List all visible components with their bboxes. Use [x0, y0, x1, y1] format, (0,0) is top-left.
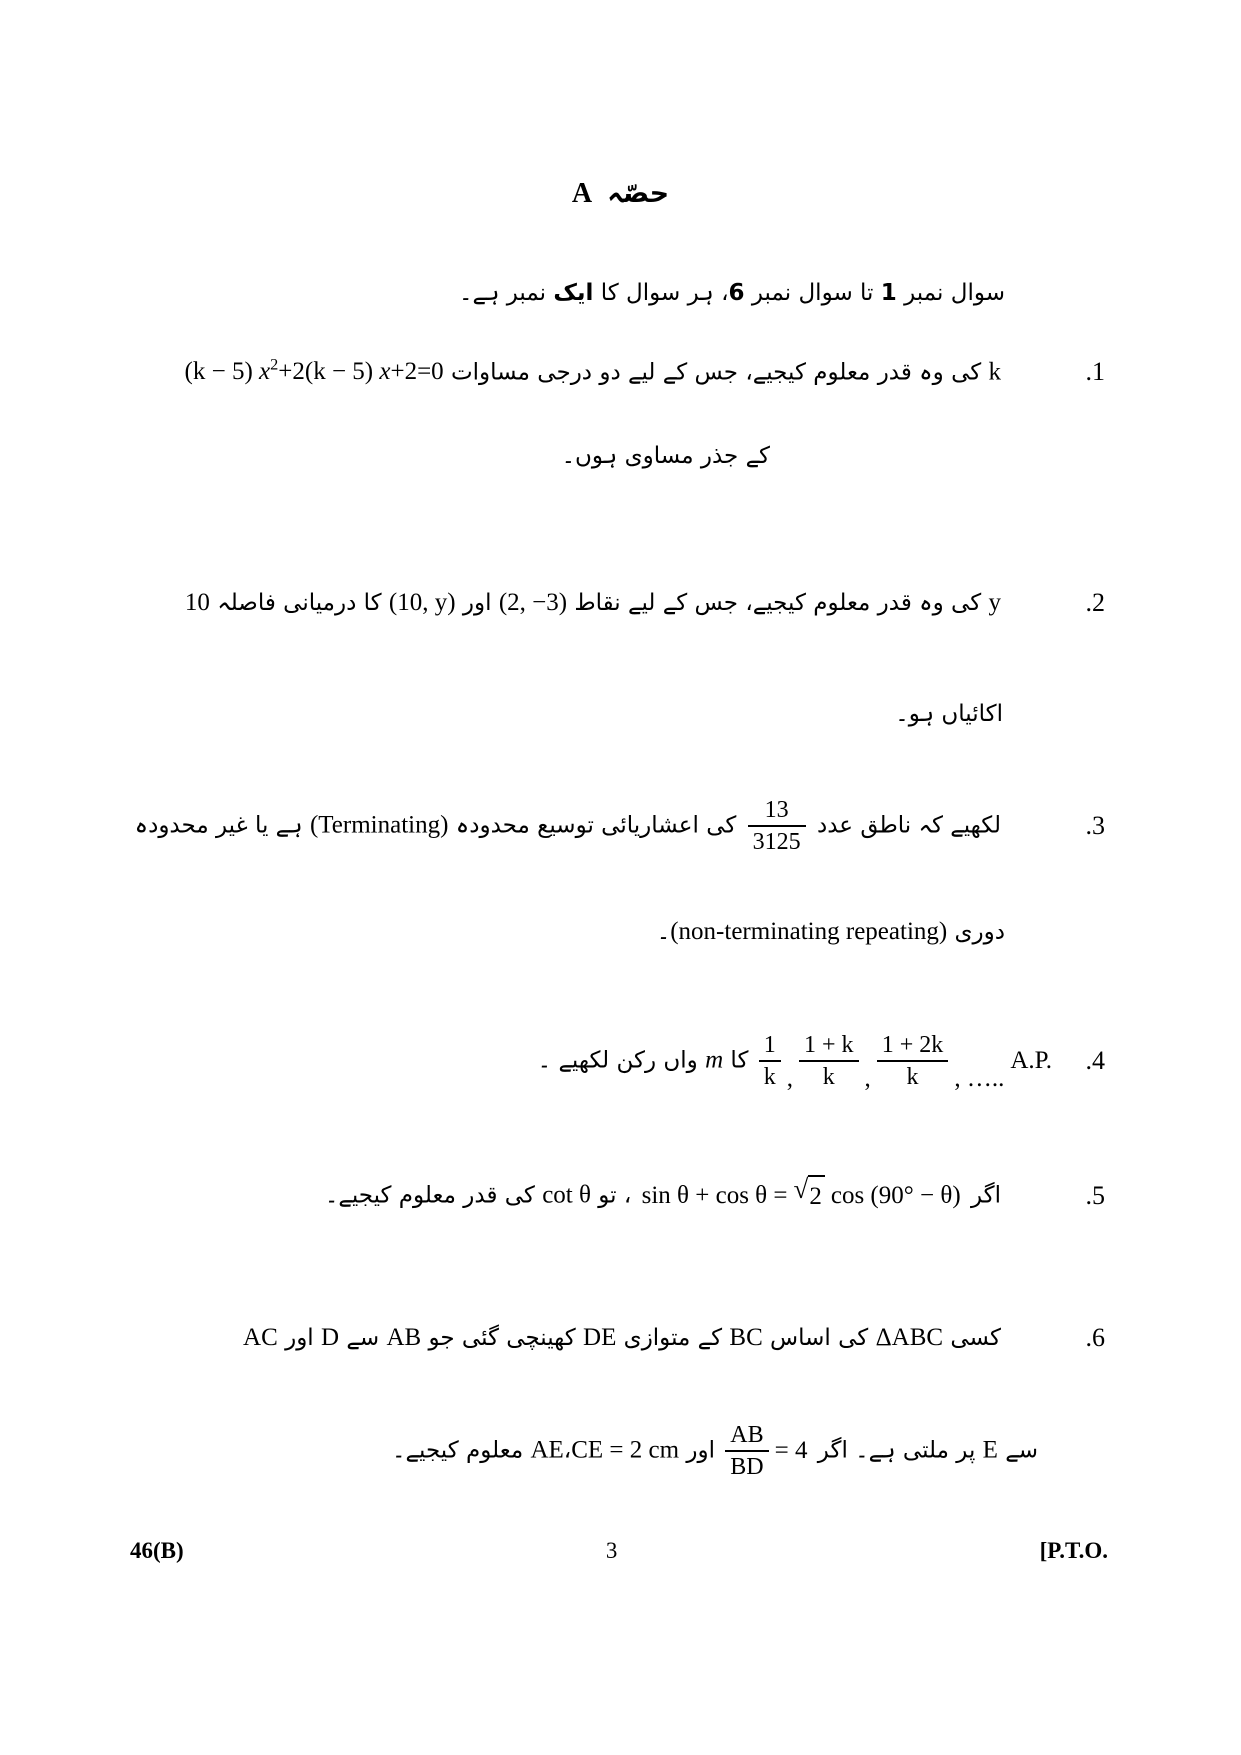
q6-urdu-3: کے متوازی: [616, 1325, 730, 1351]
fraction-denominator: k: [906, 1064, 919, 1090]
ratio-equation: [722, 1420, 810, 1482]
q6-urdu-7: سے: [997, 1437, 1038, 1464]
section-title-urdu: حصّہ: [607, 178, 670, 209]
fraction-12k-k: [877, 1030, 949, 1092]
radicand: 2: [808, 1175, 825, 1217]
series-comma: ,: [786, 1064, 793, 1092]
triangle-abc: ΔABC: [875, 1324, 944, 1351]
fraction-numerator: 1 + 2k: [877, 1030, 949, 1062]
pto-label: [P.T.O.: [1039, 1538, 1108, 1563]
intro-seg: سوال نمبر: [896, 280, 1005, 306]
q3-urdu-text-2: کی اعشاریائی توسیع محدودہ: [448, 812, 744, 839]
intro-seg: نمبر ہے۔: [458, 280, 554, 306]
square-root: [794, 1175, 825, 1217]
terminating-label: (Terminating): [309, 811, 449, 839]
section-title: [0, 178, 1241, 210]
variable-k: k: [988, 358, 1001, 386]
q3-urdu-word: دوری: [947, 919, 1005, 945]
eq-x: x: [259, 358, 271, 386]
q6-urdu-4: کھینچی گئی جو: [421, 1325, 584, 1351]
q4-urdu-text-1: کا: [723, 1047, 756, 1074]
q6-urdu-5: سے: [339, 1325, 387, 1351]
question-6-number: .6: [1085, 1323, 1105, 1352]
fraction-ab-bd: [725, 1420, 768, 1482]
series-ellipsis: , …..: [954, 1064, 1005, 1092]
eq-part: +2(k − 5): [278, 358, 380, 386]
intro-bold-word: ایک: [553, 280, 594, 306]
point-coordinates-1: (2, −3): [498, 589, 568, 616]
question-3-number: .3: [1085, 811, 1105, 840]
point-coordinates-2: (10, y): [388, 589, 456, 616]
question-2-number: .2: [1085, 588, 1105, 617]
quadratic-equation: [185, 358, 444, 385]
fraction-1k-k: [799, 1030, 859, 1092]
q5-urdu-then: ، تو: [590, 1182, 639, 1209]
side-bc: BC: [729, 1324, 763, 1351]
eq-right: cos (90° − θ): [830, 1182, 961, 1209]
side-ac: AC: [243, 1324, 278, 1351]
urdu-full-stop: ۔: [656, 919, 671, 945]
intro-num-6: 6: [728, 280, 745, 306]
eq-x: x: [379, 358, 391, 386]
segment-ae: AE: [530, 1436, 564, 1464]
intro-seg: تا سوال نمبر: [744, 280, 881, 306]
series-comma: ,: [864, 1064, 871, 1092]
page-footer: [130, 1538, 1108, 1564]
ap-label: A.P.: [1010, 1047, 1052, 1074]
q6-urdu-10: معلوم کیجیے۔: [392, 1437, 531, 1464]
intro-line: [459, 280, 1005, 306]
q5-urdu-if: اگر: [963, 1182, 1001, 1209]
page-number: 3: [605, 1538, 618, 1563]
point-d: D: [321, 1324, 340, 1351]
q2-urdu-continuation: اکائیاں ہو۔: [895, 701, 1003, 727]
q2-urdu-and: اور: [455, 590, 499, 616]
q2-urdu-text-1: کی وہ قدر معلوم کیجیے، جس کے لیے نقاط: [567, 590, 989, 616]
equals-4: = 4: [774, 1437, 808, 1464]
question-1-line-2: [562, 438, 770, 475]
variable-m: m: [705, 1046, 724, 1074]
point-e: E: [982, 1436, 998, 1464]
fraction-numerator: AB: [725, 1420, 768, 1452]
exponent: 2: [270, 356, 279, 374]
urdu-comma: ،: [563, 1437, 572, 1464]
fraction-1-k: [759, 1030, 781, 1092]
question-4-number: .4: [1085, 1046, 1105, 1075]
q6-urdu-8: پر ملتی ہے۔ اگر: [810, 1437, 983, 1464]
ce-value: CE = 2 cm: [571, 1436, 680, 1464]
side-ab: AB: [386, 1324, 422, 1351]
question-6-line-1: [0, 1318, 1105, 1358]
question-2-line-1: [0, 583, 1105, 623]
intro-seg: ، ہر سوال کا: [593, 280, 729, 306]
question-1-line-1: [0, 352, 1105, 392]
fraction-numerator: 1: [759, 1030, 781, 1062]
fraction-numerator: 13: [748, 795, 806, 827]
eq-part: (k − 5): [184, 358, 260, 386]
q3-urdu-text-1: لکھیے کہ ناطق عدد: [809, 812, 1001, 839]
question-3-line-1: [0, 795, 1105, 857]
ap-series: [756, 1030, 1055, 1092]
radical-sign-icon: √: [793, 1174, 809, 1204]
q4-urdu-text-2: واں رکن لکھیے ۔: [537, 1047, 706, 1074]
non-terminating-label: (non-terminating repeating): [670, 918, 948, 945]
q1-urdu-text: کی وہ قدر معلوم کیجیے، جس کے لیے دو درجی مساوات: [443, 359, 989, 386]
question-5-line: [0, 1175, 1105, 1217]
question-2-line-2: [895, 696, 1003, 733]
fraction-numerator: 1 + k: [799, 1030, 859, 1062]
fraction-denominator: 3125: [752, 829, 801, 855]
fraction-denominator: k: [822, 1064, 835, 1090]
q6-urdu-2: کی اساس: [762, 1325, 876, 1351]
fraction-13-3125: [748, 795, 806, 857]
question-4-line: [0, 1030, 1105, 1092]
paper-code: 46(B): [130, 1538, 184, 1563]
distance-value: 10: [184, 589, 210, 616]
cot-theta: cot θ: [542, 1181, 591, 1209]
eq-left: sin θ + cos θ =: [641, 1182, 788, 1209]
fraction-denominator: BD: [730, 1454, 764, 1480]
intro-num-1: 1: [880, 280, 897, 306]
question-3-line-2: [657, 912, 1005, 952]
q6-urdu-1: کسی: [943, 1325, 1001, 1351]
variable-y: y: [988, 589, 1001, 616]
q2-urdu-text-2: کا درمیانی فاصلہ: [209, 590, 389, 616]
q3-urdu-text-3: ہے یا غیر محدودہ: [134, 812, 310, 839]
eq-part: +2=0: [390, 358, 444, 386]
q5-urdu-find: کی قدر معلوم کیجیے۔: [324, 1182, 543, 1209]
q6-urdu-9: اور: [679, 1437, 723, 1464]
trig-equation: [639, 1175, 964, 1217]
q6-urdu-6: اور: [277, 1325, 322, 1351]
fraction-denominator: k: [763, 1064, 776, 1090]
question-5-number: .5: [1085, 1181, 1105, 1210]
intro-text: [459, 280, 1005, 306]
q1-urdu-continuation: کے جذر مساوی ہوں۔: [561, 443, 770, 469]
question-6-line-2: [392, 1420, 1038, 1482]
segment-de: DE: [583, 1324, 617, 1351]
question-1-number: .1: [1085, 357, 1105, 387]
section-title-letter: A: [571, 178, 593, 209]
